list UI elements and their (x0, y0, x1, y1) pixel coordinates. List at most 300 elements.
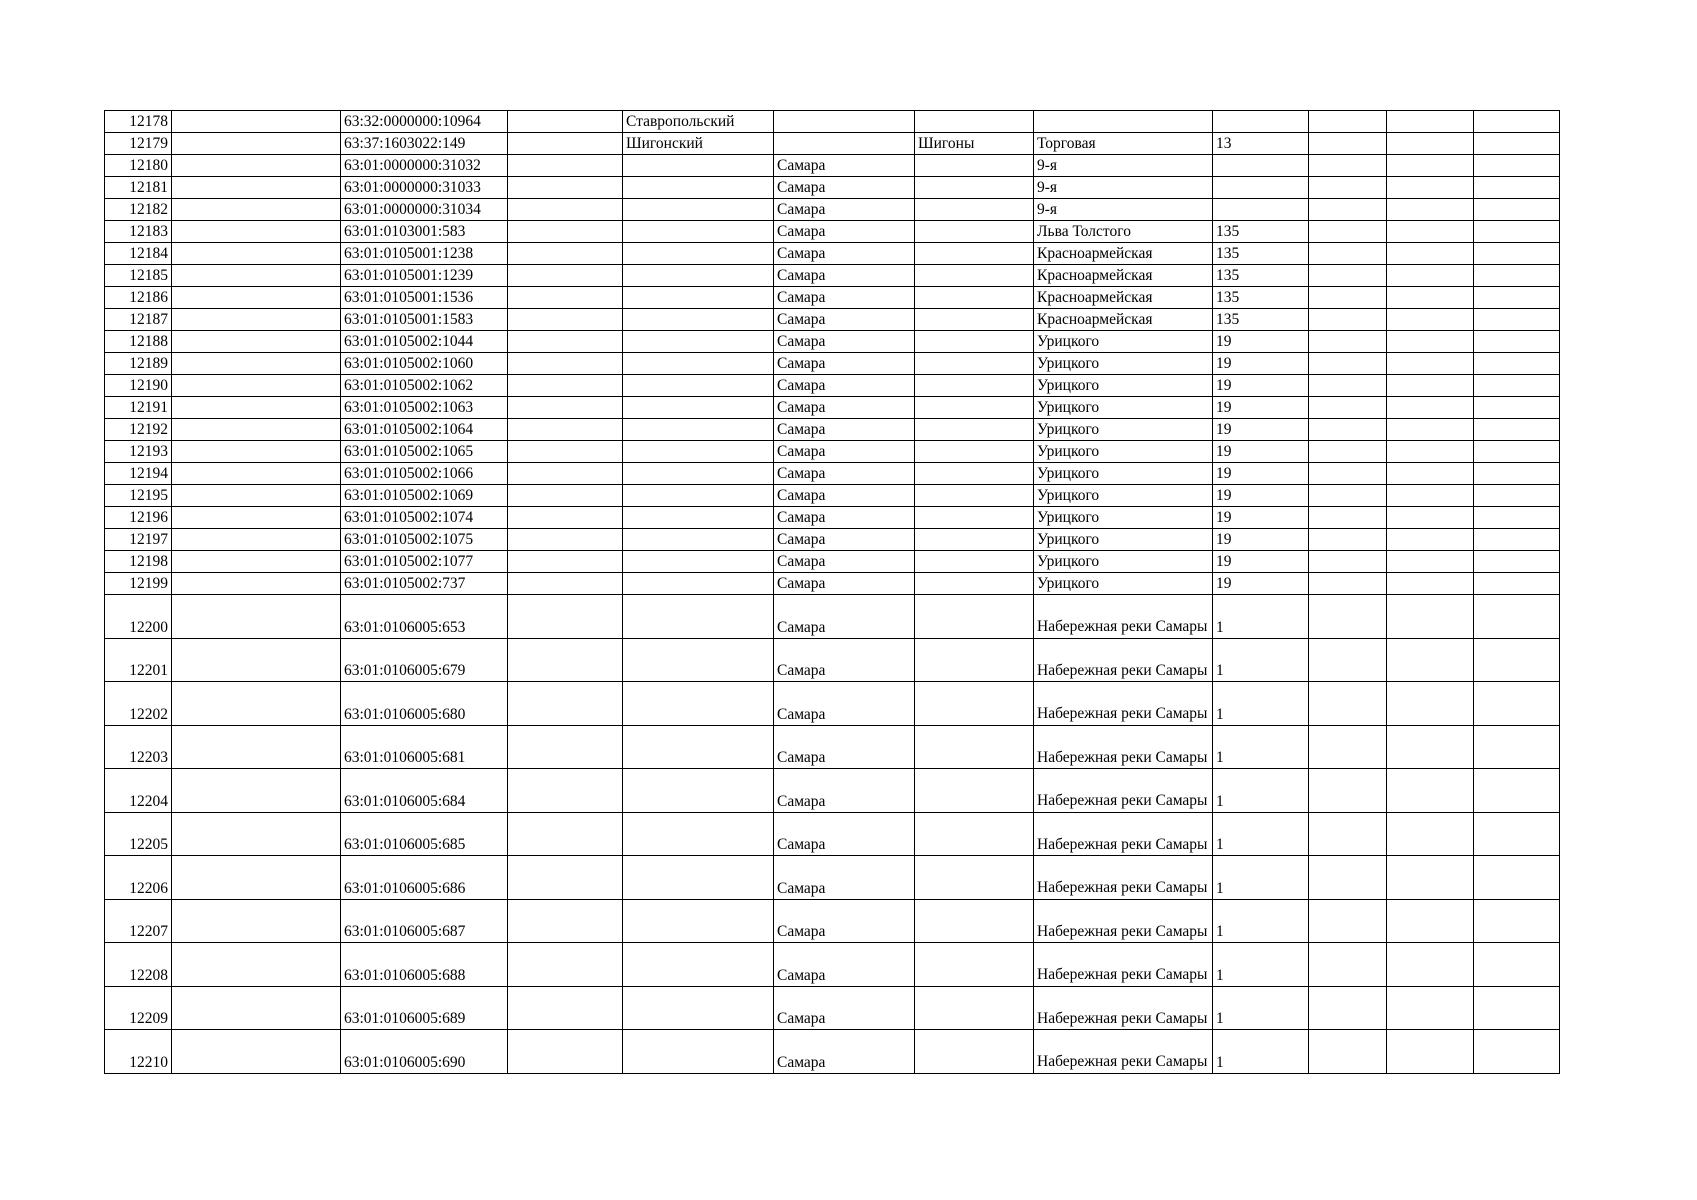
cadastral-number-cell: 63:01:0105002:1077 (341, 551, 508, 573)
row-number-cell: 12179 (105, 133, 172, 155)
empty-cell (1387, 287, 1474, 309)
row-number-cell: 12197 (105, 529, 172, 551)
table-row (105, 331, 1560, 353)
cadastral-number-cell: 63:32:0000000:10964 (341, 111, 508, 133)
row-number-cell: 12185 (105, 265, 172, 287)
empty-cell (508, 221, 623, 243)
settlement-cell (915, 812, 1034, 856)
empty-cell (508, 899, 623, 943)
empty-cell (1474, 769, 1560, 813)
empty-cell (1474, 331, 1560, 353)
table-row (105, 943, 1560, 987)
row-number-cell: 12183 (105, 221, 172, 243)
city-cell: Самара (774, 265, 915, 287)
table-row (105, 485, 1560, 507)
cadastral-number-cell: 63:01:0106005:690 (341, 1030, 508, 1074)
row-number-cell: 12209 (105, 986, 172, 1030)
row-number-cell: 12188 (105, 331, 172, 353)
district-cell (623, 221, 774, 243)
street-cell (1034, 111, 1213, 133)
empty-cell (1387, 265, 1474, 287)
row-number-cell: 12201 (105, 638, 172, 682)
settlement-cell (915, 221, 1034, 243)
settlement-cell (915, 725, 1034, 769)
empty-cell (1309, 221, 1387, 243)
empty-cell (1387, 856, 1474, 900)
empty-cell (1309, 309, 1387, 331)
empty-cell (172, 507, 341, 529)
empty-cell (508, 986, 623, 1030)
empty-cell (1474, 419, 1560, 441)
empty-cell (1474, 463, 1560, 485)
empty-cell (1387, 769, 1474, 813)
district-cell (623, 529, 774, 551)
district-cell (623, 812, 774, 856)
empty-cell (508, 133, 623, 155)
row-number-cell: 12182 (105, 199, 172, 221)
house-cell: 19 (1213, 353, 1309, 375)
empty-cell (1474, 986, 1560, 1030)
empty-cell (1309, 441, 1387, 463)
row-number-cell: 12195 (105, 485, 172, 507)
cadastral-number-cell: 63:01:0105002:1066 (341, 463, 508, 485)
city-cell: Самара (774, 573, 915, 595)
settlement-cell (915, 309, 1034, 331)
empty-cell (1387, 199, 1474, 221)
cadastral-number-cell: 63:01:0106005:684 (341, 769, 508, 813)
cadastral-number-cell: 63:01:0000000:31034 (341, 199, 508, 221)
empty-cell (172, 419, 341, 441)
settlement-cell (915, 419, 1034, 441)
settlement-cell (915, 682, 1034, 726)
settlement-cell (915, 111, 1034, 133)
empty-cell (1474, 725, 1560, 769)
house-cell: 19 (1213, 419, 1309, 441)
street-cell: Красноармейская (1034, 309, 1213, 331)
settlement-cell (915, 943, 1034, 987)
empty-cell (1474, 812, 1560, 856)
empty-cell (172, 638, 341, 682)
street-cell: Урицкого (1034, 419, 1213, 441)
registry-table (104, 110, 1560, 1074)
empty-cell (1387, 595, 1474, 639)
street-cell: Торговая (1034, 133, 1213, 155)
settlement-cell (915, 986, 1034, 1030)
street-cell: Урицкого (1034, 331, 1213, 353)
row-number-cell: 12192 (105, 419, 172, 441)
settlement-cell (915, 595, 1034, 639)
street-cell: Урицкого (1034, 463, 1213, 485)
city-cell: Самара (774, 725, 915, 769)
empty-cell (1387, 463, 1474, 485)
district-cell (623, 463, 774, 485)
empty-cell (1387, 111, 1474, 133)
table-row (105, 265, 1560, 287)
table-row (105, 441, 1560, 463)
empty-cell (172, 463, 341, 485)
cadastral-number-cell: 63:01:0106005:681 (341, 725, 508, 769)
empty-cell (172, 199, 341, 221)
empty-cell (508, 375, 623, 397)
empty-cell (172, 573, 341, 595)
district-cell (623, 769, 774, 813)
district-cell (623, 287, 774, 309)
empty-cell (1474, 485, 1560, 507)
table-row (105, 177, 1560, 199)
empty-cell (508, 155, 623, 177)
empty-cell (1387, 986, 1474, 1030)
table-row (105, 856, 1560, 900)
city-cell: Самара (774, 397, 915, 419)
street-cell: Набережная реки Самары (1034, 943, 1213, 987)
street-cell: Урицкого (1034, 529, 1213, 551)
street-cell: Красноармейская (1034, 265, 1213, 287)
empty-cell (172, 485, 341, 507)
empty-cell (1387, 221, 1474, 243)
empty-cell (1309, 287, 1387, 309)
row-number-cell: 12193 (105, 441, 172, 463)
settlement-cell (915, 507, 1034, 529)
empty-cell (1387, 133, 1474, 155)
street-cell: Набережная реки Самары (1034, 899, 1213, 943)
city-cell: Самара (774, 595, 915, 639)
empty-cell (1474, 638, 1560, 682)
cadastral-number-cell: 63:01:0106005:685 (341, 812, 508, 856)
empty-cell (1309, 1030, 1387, 1074)
cadastral-number-cell: 63:01:0106005:687 (341, 899, 508, 943)
empty-cell (1309, 265, 1387, 287)
row-number-cell: 12200 (105, 595, 172, 639)
empty-cell (1387, 309, 1474, 331)
city-cell: Самара (774, 177, 915, 199)
settlement-cell (915, 899, 1034, 943)
house-cell: 19 (1213, 331, 1309, 353)
house-cell: 1 (1213, 899, 1309, 943)
cadastral-number-cell: 63:01:0105001:1536 (341, 287, 508, 309)
empty-cell (1309, 573, 1387, 595)
district-cell (623, 595, 774, 639)
city-cell: Самара (774, 943, 915, 987)
row-number-cell: 12191 (105, 397, 172, 419)
house-cell: 19 (1213, 441, 1309, 463)
row-number-cell: 12189 (105, 353, 172, 375)
row-number-cell: 12181 (105, 177, 172, 199)
empty-cell (1309, 463, 1387, 485)
empty-cell (172, 551, 341, 573)
empty-cell (508, 287, 623, 309)
empty-cell (1474, 375, 1560, 397)
city-cell: Самара (774, 463, 915, 485)
street-cell: Набережная реки Самары (1034, 638, 1213, 682)
street-cell: Урицкого (1034, 353, 1213, 375)
empty-cell (1474, 1030, 1560, 1074)
house-cell: 19 (1213, 507, 1309, 529)
empty-cell (508, 595, 623, 639)
table-row (105, 221, 1560, 243)
empty-cell (508, 265, 623, 287)
empty-cell (508, 943, 623, 987)
empty-cell (172, 769, 341, 813)
settlement-cell (915, 529, 1034, 551)
street-cell: Урицкого (1034, 507, 1213, 529)
empty-cell (1474, 155, 1560, 177)
empty-cell (1474, 943, 1560, 987)
cadastral-number-cell: 63:01:0105002:1044 (341, 331, 508, 353)
street-cell: Набережная реки Самары (1034, 812, 1213, 856)
empty-cell (1474, 353, 1560, 375)
district-cell (623, 353, 774, 375)
row-number-cell: 12194 (105, 463, 172, 485)
empty-cell (508, 638, 623, 682)
cadastral-number-cell: 63:01:0105001:1239 (341, 265, 508, 287)
house-cell (1213, 111, 1309, 133)
empty-cell (508, 769, 623, 813)
empty-cell (1309, 243, 1387, 265)
empty-cell (1387, 1030, 1474, 1074)
empty-cell (172, 111, 341, 133)
table-row (105, 199, 1560, 221)
house-cell (1213, 155, 1309, 177)
empty-cell (1474, 221, 1560, 243)
district-cell (623, 331, 774, 353)
district-cell (623, 265, 774, 287)
empty-cell (172, 375, 341, 397)
house-cell: 135 (1213, 243, 1309, 265)
settlement-cell (915, 485, 1034, 507)
house-cell (1213, 199, 1309, 221)
city-cell: Самара (774, 309, 915, 331)
settlement-cell (915, 769, 1034, 813)
city-cell: Самара (774, 419, 915, 441)
city-cell: Самара (774, 287, 915, 309)
empty-cell (1309, 485, 1387, 507)
district-cell (623, 856, 774, 900)
settlement-cell (915, 397, 1034, 419)
empty-cell (1387, 155, 1474, 177)
settlement-cell (915, 638, 1034, 682)
empty-cell (1474, 595, 1560, 639)
empty-cell (172, 353, 341, 375)
table-row (105, 899, 1560, 943)
district-cell (623, 155, 774, 177)
empty-cell (1474, 856, 1560, 900)
empty-cell (1474, 265, 1560, 287)
city-cell (774, 133, 915, 155)
row-number-cell: 12190 (105, 375, 172, 397)
house-cell: 1 (1213, 943, 1309, 987)
empty-cell (172, 177, 341, 199)
district-cell (623, 243, 774, 265)
empty-cell (1474, 551, 1560, 573)
table-row (105, 419, 1560, 441)
cadastral-number-cell: 63:01:0105002:1074 (341, 507, 508, 529)
street-cell: Урицкого (1034, 573, 1213, 595)
cadastral-number-cell: 63:01:0105002:1065 (341, 441, 508, 463)
empty-cell (1309, 507, 1387, 529)
empty-cell (1309, 595, 1387, 639)
street-cell: Набережная реки Самары (1034, 769, 1213, 813)
empty-cell (508, 419, 623, 441)
cadastral-number-cell: 63:01:0106005:653 (341, 595, 508, 639)
district-cell (623, 986, 774, 1030)
district-cell (623, 1030, 774, 1074)
district-cell (623, 899, 774, 943)
empty-cell (1474, 441, 1560, 463)
row-number-cell: 12198 (105, 551, 172, 573)
cadastral-number-cell: 63:01:0105002:1064 (341, 419, 508, 441)
cadastral-number-cell: 63:01:0106005:686 (341, 856, 508, 900)
district-cell (623, 725, 774, 769)
district-cell (623, 573, 774, 595)
table-row (105, 573, 1560, 595)
row-number-cell: 12202 (105, 682, 172, 726)
settlement-cell (915, 551, 1034, 573)
house-cell: 1 (1213, 769, 1309, 813)
settlement-cell (915, 199, 1034, 221)
empty-cell (172, 441, 341, 463)
empty-cell (1309, 419, 1387, 441)
row-number-cell: 12196 (105, 507, 172, 529)
table-row (105, 682, 1560, 726)
city-cell: Самара (774, 221, 915, 243)
city-cell: Самара (774, 155, 915, 177)
empty-cell (1387, 529, 1474, 551)
cadastral-number-cell: 63:01:0105001:1238 (341, 243, 508, 265)
empty-cell (172, 943, 341, 987)
empty-cell (508, 353, 623, 375)
city-cell: Самара (774, 529, 915, 551)
settlement-cell: Шигоны (915, 133, 1034, 155)
empty-cell (1387, 725, 1474, 769)
row-number-cell: 12184 (105, 243, 172, 265)
city-cell: Самара (774, 353, 915, 375)
house-cell: 19 (1213, 397, 1309, 419)
empty-cell (508, 812, 623, 856)
empty-cell (1474, 529, 1560, 551)
empty-cell (1309, 638, 1387, 682)
city-cell: Самара (774, 986, 915, 1030)
empty-cell (1309, 353, 1387, 375)
district-cell (623, 682, 774, 726)
empty-cell (1387, 899, 1474, 943)
empty-cell (1309, 397, 1387, 419)
empty-cell (1387, 331, 1474, 353)
cadastral-number-cell: 63:01:0105002:1060 (341, 353, 508, 375)
table-row (105, 986, 1560, 1030)
city-cell: Самара (774, 899, 915, 943)
empty-cell (1387, 397, 1474, 419)
row-number-cell: 12199 (105, 573, 172, 595)
empty-cell (1309, 899, 1387, 943)
table-row (105, 638, 1560, 682)
empty-cell (508, 1030, 623, 1074)
table-row (105, 353, 1560, 375)
empty-cell (1474, 133, 1560, 155)
settlement-cell (915, 287, 1034, 309)
empty-cell (1387, 485, 1474, 507)
cadastral-number-cell: 63:01:0106005:679 (341, 638, 508, 682)
house-cell: 1 (1213, 986, 1309, 1030)
city-cell: Самара (774, 551, 915, 573)
table-row (105, 463, 1560, 485)
empty-cell (1474, 199, 1560, 221)
house-cell: 135 (1213, 309, 1309, 331)
empty-cell (508, 856, 623, 900)
table-row (105, 507, 1560, 529)
house-cell: 19 (1213, 573, 1309, 595)
empty-cell (1474, 111, 1560, 133)
city-cell: Самара (774, 682, 915, 726)
street-cell: 9-я (1034, 199, 1213, 221)
table-row (105, 1030, 1560, 1074)
row-number-cell: 12180 (105, 155, 172, 177)
cadastral-number-cell: 63:01:0105002:1069 (341, 485, 508, 507)
house-cell: 1 (1213, 638, 1309, 682)
street-cell: 9-я (1034, 155, 1213, 177)
house-cell: 1 (1213, 725, 1309, 769)
empty-cell (1474, 397, 1560, 419)
empty-cell (508, 441, 623, 463)
row-number-cell: 12205 (105, 812, 172, 856)
city-cell: Самара (774, 769, 915, 813)
street-cell: Красноармейская (1034, 287, 1213, 309)
district-cell (623, 375, 774, 397)
empty-cell (1474, 243, 1560, 265)
row-number-cell: 12187 (105, 309, 172, 331)
empty-cell (1309, 856, 1387, 900)
cadastral-number-cell: 63:01:0106005:688 (341, 943, 508, 987)
city-cell (774, 111, 915, 133)
house-cell: 19 (1213, 375, 1309, 397)
empty-cell (172, 812, 341, 856)
empty-cell (1387, 551, 1474, 573)
empty-cell (1309, 331, 1387, 353)
empty-cell (508, 243, 623, 265)
table-row (105, 595, 1560, 639)
empty-cell (172, 682, 341, 726)
empty-cell (1309, 769, 1387, 813)
city-cell: Самара (774, 1030, 915, 1074)
house-cell: 135 (1213, 265, 1309, 287)
house-cell: 19 (1213, 485, 1309, 507)
street-cell: Набережная реки Самары (1034, 856, 1213, 900)
cadastral-number-cell: 63:01:0000000:31032 (341, 155, 508, 177)
street-cell: Урицкого (1034, 375, 1213, 397)
row-number-cell: 12203 (105, 725, 172, 769)
house-cell: 135 (1213, 287, 1309, 309)
empty-cell (508, 529, 623, 551)
street-cell: Урицкого (1034, 485, 1213, 507)
street-cell: Набережная реки Самары (1034, 986, 1213, 1030)
empty-cell (508, 199, 623, 221)
table-row (105, 155, 1560, 177)
empty-cell (1387, 243, 1474, 265)
empty-cell (1474, 682, 1560, 726)
settlement-cell (915, 265, 1034, 287)
empty-cell (1309, 177, 1387, 199)
table-row (105, 529, 1560, 551)
cadastral-number-cell: 63:01:0105002:1075 (341, 529, 508, 551)
house-cell: 13 (1213, 133, 1309, 155)
empty-cell (1474, 573, 1560, 595)
settlement-cell (915, 375, 1034, 397)
district-cell (623, 507, 774, 529)
cadastral-number-cell: 63:01:0105002:737 (341, 573, 508, 595)
district-cell: Шигонский (623, 133, 774, 155)
empty-cell (1387, 419, 1474, 441)
empty-cell (1309, 725, 1387, 769)
district-cell (623, 419, 774, 441)
